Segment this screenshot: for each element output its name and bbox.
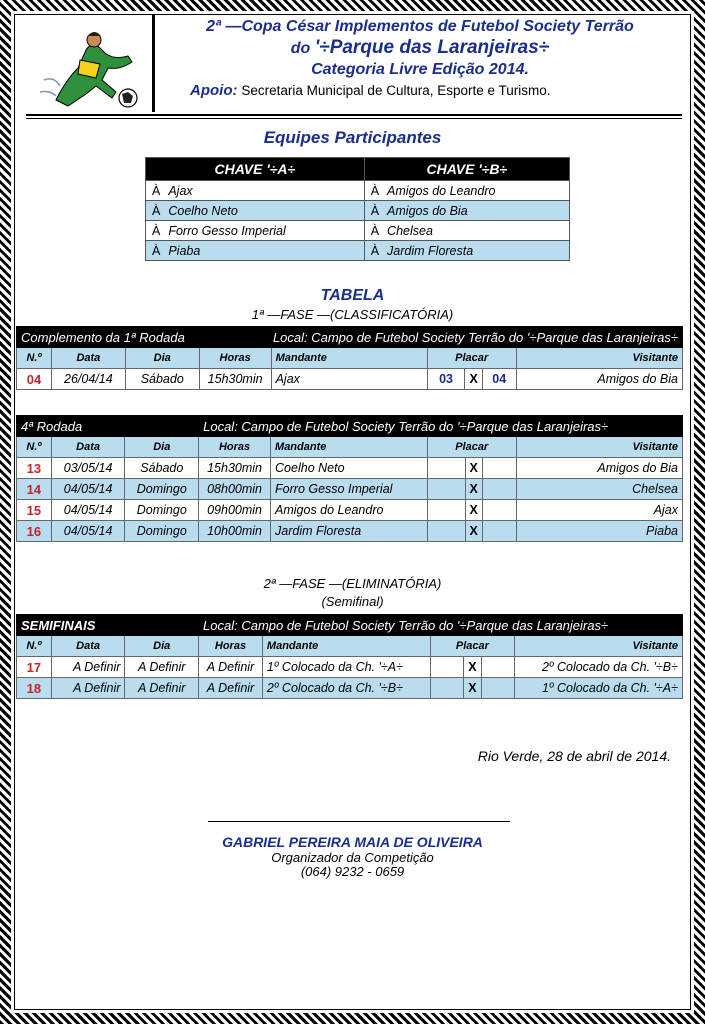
team-b: Amigos do Bia — [387, 203, 468, 218]
team-a-cell — [146, 201, 365, 221]
match-home: Jardim Floresta — [271, 521, 428, 542]
col-away: Visitante — [515, 636, 683, 657]
match-day: Domingo — [125, 500, 199, 521]
match-date: 04/05/14 — [51, 500, 125, 521]
score-home — [427, 479, 465, 500]
match-hour: 10h00min — [199, 521, 271, 542]
team-a: Ajax — [168, 183, 193, 198]
score-x: X — [465, 500, 482, 521]
match-number: 15 — [17, 500, 52, 521]
chave-a-header: CHAVE '÷A÷ — [146, 158, 365, 181]
match-row — [17, 479, 683, 500]
header-line3: Categoria Livre Edição 2014. — [311, 61, 529, 78]
bullet-mark: À — [370, 183, 380, 198]
header-line2 — [160, 37, 680, 60]
score-away: 04 — [482, 369, 516, 390]
match-date: 04/05/14 — [51, 479, 125, 500]
header — [160, 17, 680, 101]
col-score: Placar — [430, 636, 515, 657]
match-home: Coelho Neto — [271, 458, 428, 479]
score-x: X — [465, 369, 482, 390]
header-apoio — [160, 80, 680, 101]
bullet-mark: À — [370, 223, 380, 238]
bullet-mark: À — [152, 203, 161, 218]
col-home: Mandante — [262, 636, 430, 657]
apoio-label: Apoio: — [190, 82, 238, 99]
col-hours: Horas — [199, 437, 271, 458]
match-hour: A Definir — [199, 678, 263, 699]
match-row — [17, 500, 683, 521]
block2-title: 4ª Rodada — [17, 416, 199, 437]
match-home: Amigos do Leandro — [271, 500, 428, 521]
score-away — [481, 678, 515, 699]
col-num: N.º — [17, 437, 52, 458]
score-away — [482, 500, 516, 521]
match-away: Ajax — [516, 500, 682, 521]
col-score: Placar — [427, 437, 516, 458]
block3-band — [17, 615, 683, 636]
team-b-cell — [364, 201, 569, 221]
team-b-cell — [364, 221, 569, 241]
tabela-title: TABELA — [320, 287, 385, 304]
col-date: Data — [51, 636, 125, 657]
block2-local: Local: Campo de Futebol Society Terrão do '÷Parque das Laranjeiras÷ — [199, 416, 683, 437]
header-line2-prefix: do — [290, 40, 311, 57]
col-date: Data — [51, 437, 125, 458]
chave-b-header: CHAVE '÷B÷ — [364, 158, 569, 181]
block1-local: Local: Campo de Futebol Society Terrão do '÷Parque das Laranjeiras÷ — [199, 327, 682, 348]
signature-line — [208, 821, 510, 822]
block2-table — [16, 415, 683, 542]
block1-title: Complemento da 1ª Rodada — [17, 327, 200, 348]
col-day: Dia — [125, 348, 199, 369]
match-away: 1º Colocado da Ch. '÷A÷ — [515, 678, 683, 699]
match-number: 16 — [17, 521, 52, 542]
block3-table — [16, 614, 683, 699]
match-number: 18 — [17, 678, 52, 699]
score-away — [482, 521, 516, 542]
fase2-sublabel: (Semifinal) — [321, 594, 384, 609]
teams-row — [146, 221, 570, 241]
match-away: Piaba — [516, 521, 682, 542]
team-b: Jardim Floresta — [387, 243, 474, 258]
teams-row — [146, 181, 570, 201]
col-hours: Horas — [199, 636, 263, 657]
team-b-cell — [364, 181, 569, 201]
col-score: Placar — [427, 348, 516, 369]
score-x: X — [465, 458, 482, 479]
col-day: Dia — [125, 437, 199, 458]
bullet-mark: À — [370, 203, 380, 218]
match-day: Sábado — [125, 369, 199, 390]
team-a-cell — [146, 221, 365, 241]
match-row — [17, 521, 683, 542]
match-hour: 09h00min — [199, 500, 271, 521]
col-num: N.º — [17, 636, 52, 657]
team-a: Piaba — [168, 243, 201, 258]
match-day: Domingo — [125, 479, 199, 500]
match-number: 14 — [17, 479, 52, 500]
match-away: Amigos do Bia — [516, 369, 682, 390]
bullet-mark: À — [152, 243, 161, 258]
match-home: 1º Colocado da Ch. '÷A÷ — [262, 657, 430, 678]
fase1-label: 1ª —FASE —(CLASSIFICATÓRIA) — [251, 307, 454, 322]
score-home: 03 — [427, 369, 465, 390]
match-hour: 15h30min — [199, 458, 271, 479]
column-header-row — [17, 437, 683, 458]
match-day: Sábado — [125, 458, 199, 479]
block1-band — [17, 327, 683, 348]
score-home — [427, 500, 465, 521]
organizer-phone: (064) 9232 - 0659 — [300, 864, 405, 879]
header-rule-thin — [26, 118, 682, 119]
col-away: Visitante — [516, 437, 682, 458]
match-number: 13 — [17, 458, 52, 479]
block3-local: Local: Campo de Futebol Society Terrão do '÷Parque das Laranjeiras÷ — [199, 615, 683, 636]
col-num: N.º — [17, 348, 52, 369]
bullet-mark: À — [152, 183, 161, 198]
col-away: Visitante — [516, 348, 682, 369]
match-away: 2º Colocado da Ch. '÷B÷ — [515, 657, 683, 678]
match-hour: A Definir — [199, 657, 263, 678]
header-venue-name: '÷Parque das Laranjeiras÷ — [314, 37, 550, 58]
match-date: A Definir — [51, 678, 125, 699]
organizer-name: GABRIEL PEREIRA MAIA DE OLIVEIRA — [222, 834, 483, 850]
organizer-role: Organizador da Competição — [271, 850, 434, 865]
block2-band — [17, 416, 683, 437]
teams-row — [146, 241, 570, 261]
match-away: Chelsea — [516, 479, 682, 500]
match-row — [17, 369, 683, 390]
column-header-row — [17, 348, 683, 369]
col-home: Mandante — [271, 348, 427, 369]
score-x: X — [465, 521, 482, 542]
teams-row — [146, 201, 570, 221]
match-row — [17, 678, 683, 699]
match-number: 17 — [17, 657, 52, 678]
header-vertical-rule — [152, 14, 155, 112]
score-away — [481, 657, 515, 678]
match-row — [17, 458, 683, 479]
score-home — [430, 678, 464, 699]
column-header-row — [17, 636, 683, 657]
bullet-mark: À — [370, 243, 380, 258]
header-rule — [26, 114, 682, 116]
match-home: Forro Gesso Imperial — [271, 479, 428, 500]
score-home — [427, 521, 465, 542]
score-home — [427, 458, 465, 479]
match-home: 2º Colocado da Ch. '÷B÷ — [262, 678, 430, 699]
match-date: A Definir — [51, 657, 125, 678]
col-date: Data — [51, 348, 125, 369]
team-a: Forro Gesso Imperial — [168, 223, 286, 238]
col-home: Mandante — [271, 437, 428, 458]
team-b: Chelsea — [387, 223, 433, 238]
match-date: 04/05/14 — [51, 521, 125, 542]
score-x: X — [464, 678, 481, 699]
fase2-label: 2ª —FASE —(ELIMINATÓRIA) — [263, 576, 442, 591]
match-hour: 08h00min — [199, 479, 271, 500]
score-away — [482, 479, 516, 500]
score-x: X — [465, 479, 482, 500]
teams-title: Equipes Participantes — [263, 128, 442, 147]
score-x: X — [464, 657, 481, 678]
match-hour: 15h30min — [199, 369, 271, 390]
score-away — [482, 458, 516, 479]
team-a: Coelho Neto — [168, 203, 238, 218]
team-a-cell — [146, 241, 365, 261]
match-home: Ajax — [271, 369, 427, 390]
header-line1: 2ª —Copa César Implementos de Futebol Society Terrão — [206, 18, 634, 35]
team-a-cell — [146, 181, 365, 201]
match-away: Amigos do Bia — [516, 458, 682, 479]
match-number: 04 — [17, 369, 52, 390]
block3-title: SEMIFINAIS — [17, 615, 199, 636]
match-date: 03/05/14 — [51, 458, 125, 479]
bullet-mark: À — [152, 223, 161, 238]
team-b-cell — [364, 241, 569, 261]
match-day: A Definir — [125, 678, 199, 699]
col-hours: Horas — [199, 348, 271, 369]
block1-table — [16, 326, 683, 390]
score-home — [430, 657, 464, 678]
teams-table — [145, 157, 570, 261]
col-day: Dia — [125, 636, 199, 657]
team-b: Amigos do Leandro — [387, 183, 496, 198]
match-day: A Definir — [125, 657, 199, 678]
place-date: Rio Verde, 28 de abril de 2014. — [477, 748, 671, 764]
apoio-text: Secretaria Municipal de Cultura, Esporte e Turismo. — [241, 83, 551, 98]
soccer-player-logo — [36, 20, 150, 112]
match-day: Domingo — [125, 521, 199, 542]
match-row — [17, 657, 683, 678]
match-date: 26/04/14 — [51, 369, 125, 390]
